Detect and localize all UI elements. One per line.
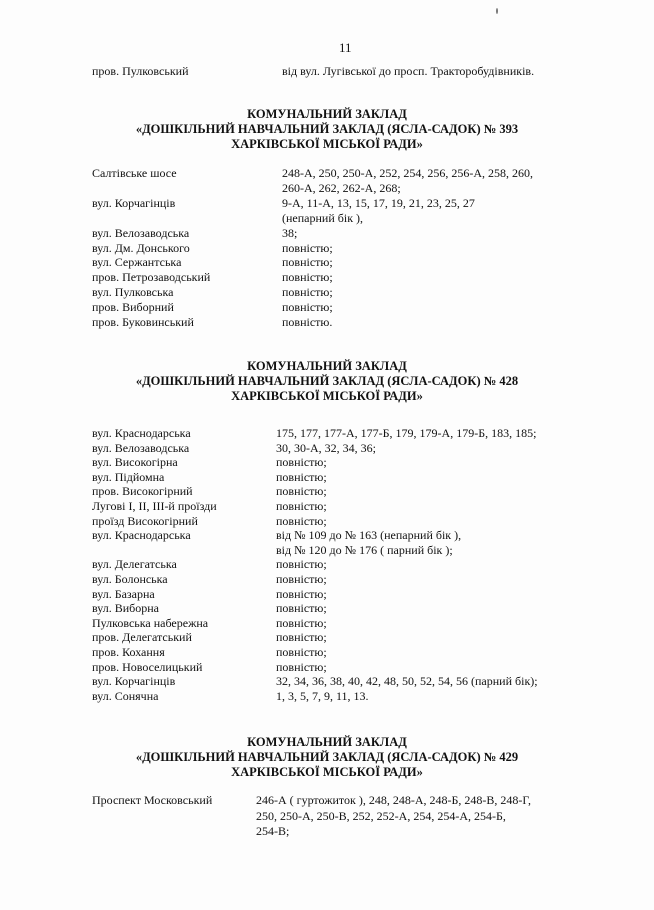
street-name: вул. Базарна bbox=[92, 586, 155, 601]
street-name: Салтівське шосе bbox=[92, 166, 177, 180]
house-numbers: повністю; bbox=[276, 645, 327, 659]
street-name: вул. Підйомна bbox=[92, 469, 165, 484]
street-name: пров. Буковинський bbox=[92, 315, 194, 329]
street-name: вул. Велозаводська bbox=[92, 225, 190, 240]
house-numbers: повністю; bbox=[276, 586, 327, 601]
street-name: пров. Делегатський bbox=[92, 630, 192, 645]
house-numbers: 254-В; bbox=[256, 824, 290, 838]
house-numbers: повністю; bbox=[276, 484, 327, 499]
street-name: Проспект Московський bbox=[92, 793, 213, 807]
street-name: вул. Сонячна bbox=[92, 688, 159, 703]
house-numbers: повністю; bbox=[276, 601, 327, 616]
street-name: вул. Дм. Донського bbox=[92, 240, 190, 255]
scan-speck bbox=[496, 8, 498, 14]
heading-line: ХАРКІВСЬКОЇ МІСЬКОЇ РАДИ» bbox=[231, 765, 423, 779]
house-numbers: (непарний бік ), bbox=[282, 210, 364, 225]
house-numbers: повністю; bbox=[276, 659, 327, 674]
house-numbers: повністю; bbox=[276, 513, 327, 528]
house-numbers: повністю; bbox=[282, 255, 333, 270]
house-numbers: повністю; bbox=[276, 557, 327, 572]
street-name: вул. Корчагінців bbox=[92, 674, 176, 689]
street-name: пров. Високогірний bbox=[92, 484, 193, 499]
house-numbers: 38; bbox=[282, 225, 298, 240]
house-numbers: повністю. bbox=[282, 315, 333, 329]
heading-line: КОМУНАЛЬНИЙ ЗАКЛАД bbox=[247, 107, 407, 121]
street-name: пров. Виборний bbox=[92, 300, 174, 315]
house-numbers: повністю; bbox=[276, 455, 327, 470]
house-numbers: повністю; bbox=[276, 572, 327, 586]
street-name: вул. Сержантська bbox=[92, 255, 182, 270]
house-numbers: повністю; bbox=[276, 469, 327, 484]
house-numbers: повністю; bbox=[276, 630, 327, 645]
street-name: вул. Виборна bbox=[92, 601, 159, 616]
heading-line: ХАРКІВСЬКОЇ МІСЬКОЇ РАДИ» bbox=[231, 389, 423, 403]
street-name: Пулковська набережна bbox=[92, 615, 209, 630]
address-range: від вул. Лугівської до просп. Тракторобудівників. bbox=[282, 64, 535, 78]
house-numbers: 9-А, 11-А, 13, 15, 17, 19, 21, 23, 25, 27 bbox=[282, 195, 475, 210]
street-name: проїзд Високогірний bbox=[92, 513, 198, 528]
house-numbers: повністю; bbox=[282, 270, 333, 285]
house-numbers: 30, 30-А, 32, 34, 36; bbox=[276, 440, 376, 455]
house-numbers: від № 120 до № 176 ( парний бік ); bbox=[276, 542, 453, 557]
house-numbers: 260-А, 262, 262-А, 268; bbox=[282, 180, 401, 195]
street-name: вул. Високогірна bbox=[92, 455, 178, 470]
street-name: вул. Корчагінців bbox=[92, 195, 176, 210]
street-name: вул. Пулковська bbox=[92, 285, 174, 300]
street-name: пров. Новоселицький bbox=[92, 659, 203, 674]
street-name: пров. Пулковський bbox=[92, 64, 189, 78]
house-numbers: повністю; bbox=[282, 240, 333, 255]
house-numbers: повністю; bbox=[276, 499, 327, 513]
heading-line: «ДОШКІЛЬНИЙ НАВЧАЛЬНИЙ ЗАКЛАД (ЯСЛА-САДОК) № 393 bbox=[135, 122, 519, 136]
house-numbers: 1, 3, 5, 7, 9, 11, 13. bbox=[276, 688, 369, 703]
house-numbers: 248-А, 250, 250-А, 252, 254, 256, 256-А, 258, 260, bbox=[282, 166, 533, 180]
page-number: 11 bbox=[339, 40, 352, 55]
heading-line: «ДОШКІЛЬНИЙ НАВЧАЛЬНИЙ ЗАКЛАД (ЯСЛА-САДОК) № 429 bbox=[135, 750, 519, 764]
street-name: вул. Велозаводська bbox=[92, 440, 190, 455]
house-numbers: 250, 250-А, 250-В, 252, 252-А, 254, 254-А, 254-Б, bbox=[256, 808, 506, 823]
house-numbers: 246-А ( гуртожиток ), 248, 248-А, 248-Б, 248-В, 248-Г, bbox=[256, 793, 531, 807]
house-numbers: повністю; bbox=[276, 615, 327, 630]
street-name: вул. Делегатська bbox=[92, 557, 177, 572]
street-name: вул. Краснодарська bbox=[92, 426, 191, 440]
street-name: Лугові І, ІІ, ІІІ-й проїзди bbox=[92, 499, 217, 513]
street-name: вул. Краснодарська bbox=[92, 528, 191, 543]
house-numbers: від № 109 до № 163 (непарний бік ), bbox=[276, 528, 462, 543]
street-name: вул. Болонська bbox=[92, 572, 168, 586]
section-heading bbox=[0, 735, 654, 780]
section-heading bbox=[0, 359, 654, 404]
heading-line: КОМУНАЛЬНИЙ ЗАКЛАД bbox=[247, 735, 407, 749]
house-numbers: повністю; bbox=[282, 300, 333, 315]
section-heading bbox=[0, 107, 654, 152]
street-name: пров. Петрозаводський bbox=[92, 270, 211, 285]
street-name: пров. Кохання bbox=[92, 645, 165, 659]
house-numbers: 175, 177, 177-А, 177-Б, 179, 179-А, 179-Б, 183, 185; bbox=[276, 426, 537, 440]
heading-line: КОМУНАЛЬНИЙ ЗАКЛАД bbox=[247, 359, 407, 373]
heading-line: «ДОШКІЛЬНИЙ НАВЧАЛЬНИЙ ЗАКЛАД (ЯСЛА-САДОК) № 428 bbox=[135, 374, 519, 388]
heading-line: ХАРКІВСЬКОЇ МІСЬКОЇ РАДИ» bbox=[231, 137, 423, 151]
house-numbers: 32, 34, 36, 38, 40, 42, 48, 50, 52, 54, 56 (парний бік); bbox=[276, 674, 538, 689]
house-numbers: повністю; bbox=[282, 285, 333, 300]
